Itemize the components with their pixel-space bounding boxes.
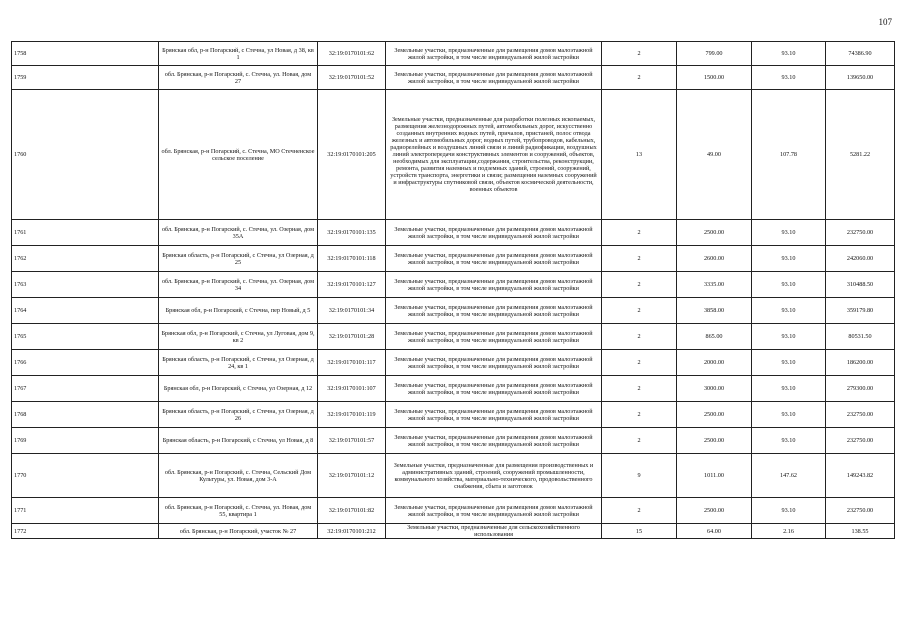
cadastral-cost-cell: 74386.90 xyxy=(826,42,895,66)
permitted-use-cell: Земельные участки, предназначенные для размещения домов малоэтажной жилой застройки, в том числе индивидуальной жилой застройки xyxy=(386,66,602,90)
address-cell: Брянская область, р-н Погарский, с Стечна, ул Озерная, д 24, кв 1 xyxy=(159,350,318,376)
row-number: 1763 xyxy=(12,272,159,298)
permitted-use-cell: Земельные участки, предназначенные для размещения домов малоэтажной жилой застройки, в том числе индивидуальной жилой застройки xyxy=(386,298,602,324)
table-body xyxy=(12,42,895,539)
cadastral-number-cell: 32:19:0170101:28 xyxy=(318,324,386,350)
address-cell: Брянская область, р-н Погарский, с Стечна, ул Новая, д 8 xyxy=(159,428,318,454)
specific-value-cell: 93.10 xyxy=(752,42,826,66)
permitted-use-cell: Земельные участки, предназначенные для размещения домов малоэтажной жилой застройки, в том числе индивидуальной жилой застройки xyxy=(386,42,602,66)
cadastral-number-cell: 32:19:0170101:12 xyxy=(318,454,386,498)
address-cell: обл. Брянская, р-н Погарский, с. Стечна, ул. Озерная, дом 34 xyxy=(159,272,318,298)
area-cell: 3000.00 xyxy=(677,376,752,402)
table-row xyxy=(12,524,895,539)
row-number: 1760 xyxy=(12,90,159,220)
table-row xyxy=(12,454,895,498)
area-cell: 49.00 xyxy=(677,90,752,220)
area-cell: 2500.00 xyxy=(677,220,752,246)
area-cell: 2600.00 xyxy=(677,246,752,272)
cadastral-cost-cell: 5281.22 xyxy=(826,90,895,220)
cadastral-number-cell: 32:19:0170101:205 xyxy=(318,90,386,220)
cadastral-cost-cell: 232750.00 xyxy=(826,220,895,246)
address-cell: Брянская обл, р-н Погарский, с Стечна, ул Озерная, д 12 xyxy=(159,376,318,402)
cadastral-number-cell: 32:19:0170101:57 xyxy=(318,428,386,454)
permitted-use-cell: Земельные участки, предназначенные для размещения домов малоэтажной жилой застройки, в том числе индивидуальной жилой застройки xyxy=(386,220,602,246)
area-cell: 865.00 xyxy=(677,324,752,350)
cadastral-number-cell: 32:19:0170101:212 xyxy=(318,524,386,539)
permitted-use-cell: Земельные участки, предназначенные для размещения домов малоэтажной жилой застройки, в том числе индивидуальной жилой застройки xyxy=(386,376,602,402)
category-code-cell: 2 xyxy=(602,298,677,324)
area-cell: 1011.00 xyxy=(677,454,752,498)
specific-value-cell: 93.10 xyxy=(752,402,826,428)
row-number: 1766 xyxy=(12,350,159,376)
table-row xyxy=(12,42,895,66)
cadastral-cost-cell: 80531.50 xyxy=(826,324,895,350)
specific-value-cell: 93.10 xyxy=(752,220,826,246)
category-code-cell: 2 xyxy=(602,428,677,454)
row-number: 1759 xyxy=(12,66,159,90)
permitted-use-cell: Земельные участки, предназначенные для размещения домов малоэтажной жилой застройки, в том числе индивидуальной жилой застройки xyxy=(386,498,602,524)
address-cell: Брянская область, р-н Погарский, с Стечна, ул Озерная, д 25 xyxy=(159,246,318,272)
address-cell: обл. Брянская, р-н Погарский, с. Стечна, Сельский Дом Культуры, ул. Новая, дом 3-А xyxy=(159,454,318,498)
row-number: 1768 xyxy=(12,402,159,428)
table-row xyxy=(12,498,895,524)
cadastral-number-cell: 32:19:0170101:135 xyxy=(318,220,386,246)
category-code-cell: 2 xyxy=(602,272,677,298)
table-row xyxy=(12,298,895,324)
specific-value-cell: 93.10 xyxy=(752,376,826,402)
permitted-use-cell: Земельные участки, предназначенные для размещения домов малоэтажной жилой застройки, в том числе индивидуальной жилой застройки xyxy=(386,272,602,298)
permitted-use-cell: Земельные участки, предназначенные для размещения домов малоэтажной жилой застройки, в том числе индивидуальной жилой застройки xyxy=(386,402,602,428)
table-row xyxy=(12,272,895,298)
row-number: 1762 xyxy=(12,246,159,272)
address-cell: обл. Брянская, р-н Погарский, с. Стечна, МО Стечненское сельское поселение xyxy=(159,90,318,220)
cadastral-number-cell: 32:19:0170101:52 xyxy=(318,66,386,90)
table-row xyxy=(12,324,895,350)
cadastral-number-cell: 32:19:0170101:118 xyxy=(318,246,386,272)
address-cell: Брянская область, р-н Погарский, с Стечна, ул Озерная, д 26 xyxy=(159,402,318,428)
cadastral-cost-cell: 138.55 xyxy=(826,524,895,539)
row-number: 1772 xyxy=(12,524,159,539)
table-row xyxy=(12,66,895,90)
cadastral-cost-cell: 310488.50 xyxy=(826,272,895,298)
cadastral-cost-cell: 242060.00 xyxy=(826,246,895,272)
area-cell: 1500.00 xyxy=(677,66,752,90)
area-cell: 2500.00 xyxy=(677,428,752,454)
permitted-use-cell: Земельные участки, предназначенные для размещения домов малоэтажной жилой застройки, в том числе индивидуальной жилой застройки xyxy=(386,350,602,376)
category-code-cell: 2 xyxy=(602,66,677,90)
specific-value-cell: 93.10 xyxy=(752,246,826,272)
table-row xyxy=(12,246,895,272)
specific-value-cell: 93.10 xyxy=(752,66,826,90)
specific-value-cell: 93.10 xyxy=(752,298,826,324)
specific-value-cell: 93.10 xyxy=(752,350,826,376)
specific-value-cell: 147.62 xyxy=(752,454,826,498)
address-cell: Брянская обл, р-н Погарский, с Стечна, пер Новый, д 5 xyxy=(159,298,318,324)
category-code-cell: 2 xyxy=(602,220,677,246)
category-code-cell: 2 xyxy=(602,42,677,66)
area-cell: 64.00 xyxy=(677,524,752,539)
permitted-use-cell: Земельные участки, предназначенные для разработки полезных ископаемых, размещения железнодорожных путей, автомобильных дорог, искусственно созданных внутренних водных путей, причалов, пристаней, полос отвода железных и автомобильных дорог, водных путей, трубопроводов, кабельных, радиорелейных и воздушных линий связи и линий радиофикации, воздушных линий электропередачи конструктивных элементов и сооружений, объектов, необходимых для эксплуатации,содержания, строительства, реконструкции, ремонта, развития наземных и подземных зданий, строений, сооружений, устройств транспорта, энергетики и связи; размещения наземных сооружений и инфраструктуры спутниковой связи, объектов космической деятельности, военных объектов xyxy=(386,90,602,220)
table-row xyxy=(12,428,895,454)
specific-value-cell: 93.10 xyxy=(752,428,826,454)
cadastral-cost-cell: 139650.00 xyxy=(826,66,895,90)
address-cell: обл. Брянская, р-н Погарский, с. Стечна, ул. Новая, дом 55, квартира 1 xyxy=(159,498,318,524)
specific-value-cell: 2.16 xyxy=(752,524,826,539)
row-number: 1767 xyxy=(12,376,159,402)
area-cell: 3335.00 xyxy=(677,272,752,298)
specific-value-cell: 93.10 xyxy=(752,498,826,524)
cadastral-number-cell: 32:19:0170101:107 xyxy=(318,376,386,402)
category-code-cell: 2 xyxy=(602,376,677,402)
cadastral-cost-cell: 232750.00 xyxy=(826,402,895,428)
area-cell: 799.00 xyxy=(677,42,752,66)
category-code-cell: 15 xyxy=(602,524,677,539)
category-code-cell: 2 xyxy=(602,402,677,428)
permitted-use-cell: Земельные участки, предназначенные для размещения домов малоэтажной жилой застройки, в том числе индивидуальной жилой застройки xyxy=(386,428,602,454)
category-code-cell: 2 xyxy=(602,246,677,272)
area-cell: 3858.00 xyxy=(677,298,752,324)
permitted-use-cell: Земельные участки, предназначенные для размещения домов малоэтажной жилой застройки, в том числе индивидуальной жилой застройки xyxy=(386,324,602,350)
address-cell: Брянская обл, р-н Погарский, с Стечна, ул Луговая, дом 9, кв 2 xyxy=(159,324,318,350)
area-cell: 2000.00 xyxy=(677,350,752,376)
table-row xyxy=(12,402,895,428)
address-cell: обл. Брянская, р-н Погарский, с. Стечна, ул. Новая, дом 27 xyxy=(159,66,318,90)
cadastral-cost-cell: 186200.00 xyxy=(826,350,895,376)
table-row xyxy=(12,90,895,220)
cadastral-number-cell: 32:19:0170101:82 xyxy=(318,498,386,524)
area-cell: 2500.00 xyxy=(677,498,752,524)
permitted-use-cell: Земельные участки, предназначенные для сельскохозяйственного использования xyxy=(386,524,602,539)
table-row xyxy=(12,350,895,376)
specific-value-cell: 93.10 xyxy=(752,272,826,298)
cadastral-cost-cell: 232750.00 xyxy=(826,428,895,454)
cadastral-cost-cell: 359179.80 xyxy=(826,298,895,324)
row-number: 1770 xyxy=(12,454,159,498)
cadastral-value-table xyxy=(11,41,895,539)
specific-value-cell: 93.10 xyxy=(752,324,826,350)
table-row xyxy=(12,376,895,402)
permitted-use-cell: Земельные участки, предназначенные для размещения производственных и административных зданий, строений, сооружений промышленности, коммунального хозяйства, материально-технического, продовольственного снабжения, сбыта и заготовок xyxy=(386,454,602,498)
address-cell: обл. Брянская, р-н Погарский, участок № 27 xyxy=(159,524,318,539)
cadastral-number-cell: 32:19:0170101:34 xyxy=(318,298,386,324)
row-number: 1769 xyxy=(12,428,159,454)
cadastral-number-cell: 32:19:0170101:119 xyxy=(318,402,386,428)
row-number: 1764 xyxy=(12,298,159,324)
row-number: 1761 xyxy=(12,220,159,246)
area-cell: 2500.00 xyxy=(677,402,752,428)
specific-value-cell: 107.78 xyxy=(752,90,826,220)
table-row xyxy=(12,220,895,246)
page-number: 107 xyxy=(878,17,892,27)
cadastral-number-cell: 32:19:0170101:117 xyxy=(318,350,386,376)
cadastral-cost-cell: 149243.82 xyxy=(826,454,895,498)
category-code-cell: 2 xyxy=(602,350,677,376)
category-code-cell: 9 xyxy=(602,454,677,498)
category-code-cell: 2 xyxy=(602,324,677,350)
cadastral-number-cell: 32:19:0170101:62 xyxy=(318,42,386,66)
category-code-cell: 2 xyxy=(602,498,677,524)
cadastral-cost-cell: 232750.00 xyxy=(826,498,895,524)
row-number: 1771 xyxy=(12,498,159,524)
permitted-use-cell: Земельные участки, предназначенные для размещения домов малоэтажной жилой застройки, в том числе индивидуальной жилой застройки xyxy=(386,246,602,272)
cadastral-number-cell: 32:19:0170101:127 xyxy=(318,272,386,298)
category-code-cell: 13 xyxy=(602,90,677,220)
address-cell: Брянская обл, р-н Погарский, с Стечна, ул Новая, д 38, кв 1 xyxy=(159,42,318,66)
cadastral-cost-cell: 279300.00 xyxy=(826,376,895,402)
address-cell: обл. Брянская, р-н Погарский, с. Стечна, ул. Озерная, дом 35А xyxy=(159,220,318,246)
row-number: 1765 xyxy=(12,324,159,350)
row-number: 1758 xyxy=(12,42,159,66)
